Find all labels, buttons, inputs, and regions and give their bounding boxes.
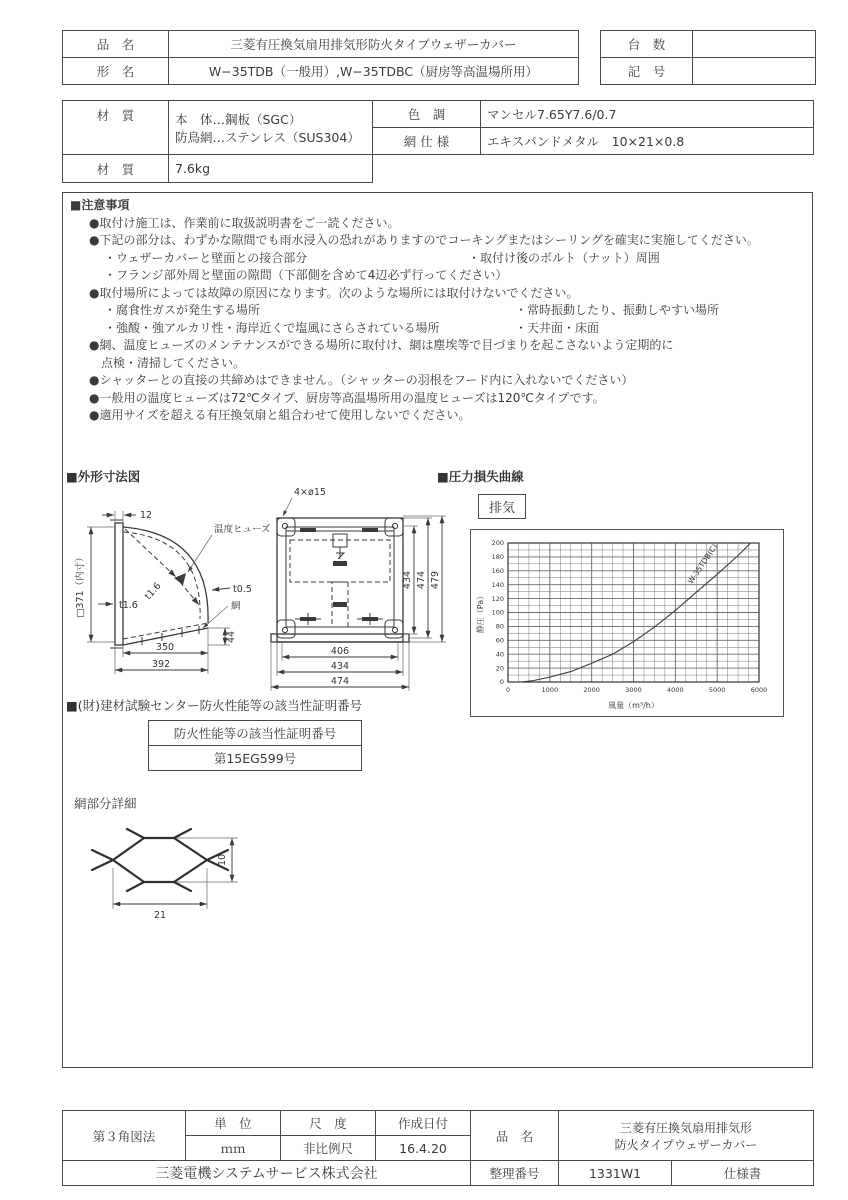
model-name-label: 形 名 [63, 58, 169, 85]
dim-width-392: 392 [151, 659, 171, 670]
note-line: ・腐食性ガスが発生する場所 ・常時振動したり、振動しやすい場所 [104, 303, 720, 317]
mesh-label: 網 [231, 601, 241, 612]
color-label: 色 調 [373, 101, 481, 128]
material-label: 材 質 [63, 101, 169, 155]
dim-width-406: 406 [330, 646, 350, 657]
svg-text:2000: 2000 [583, 686, 600, 694]
color-value: マンセル7.65Y7.6/0.7 [481, 101, 814, 128]
note-line: ●シャッターとの直接の共締めはできません。（シャッターの羽根をフード内に入れないでください） [89, 373, 634, 387]
dim-inner-width: □371（内寸） [75, 552, 86, 618]
note-line: ・強酸・強アルカリ性・海岸近くで塩風にさらされている場所 ・天井面・床面 [104, 320, 600, 335]
bolt-hole [392, 523, 397, 528]
notes-title: ■注意事項 [70, 198, 130, 212]
note-line: ・ウェザーカバーと壁面との接合部分 ・取付け後のボルト（ナット）周囲 [104, 250, 660, 265]
svg-text:40: 40 [495, 650, 504, 659]
date-label: 作成日付 [376, 1111, 471, 1136]
front-view-drawing [262, 483, 452, 703]
material-table [62, 100, 373, 183]
company-name: 三菱電機システムサービス株式会社 [63, 1161, 471, 1186]
projection-method: 第３角図法 [63, 1111, 186, 1161]
svg-text:180: 180 [491, 553, 504, 562]
mesh-spec-value: エキスパンドメタル 10×21×0.8 [481, 128, 814, 155]
svg-text:120: 120 [491, 594, 504, 603]
svg-text:静圧（Pa）: 静圧（Pa） [476, 591, 485, 634]
product-name-block [559, 1111, 814, 1161]
pressure-loss-title: ■圧力損失曲線 [437, 469, 524, 484]
flange-plate [115, 523, 123, 645]
product-name-label: 品 名 [63, 31, 169, 58]
mesh-dim-width: 21 [153, 910, 167, 921]
svg-text:200: 200 [491, 539, 504, 548]
name-label: 品 名 [471, 1111, 559, 1161]
dim-height-479: 479 [430, 570, 441, 590]
notes-list [66, 215, 810, 425]
fuse-label: 温度ヒューズ [214, 524, 271, 535]
note-line: ●取付場所によっては故障の原因になります。次のような場所には取付けないでください。 [89, 285, 579, 300]
certification-header: 防火性能等の該当性証明番号 [149, 721, 362, 746]
svg-text:80: 80 [495, 622, 504, 631]
svg-text:20: 20 [495, 664, 504, 673]
svg-text:風量（m³/h）: 風量（m³/h） [608, 701, 659, 710]
bolt-hole [282, 523, 287, 528]
note-line: ●一般用の温度ヒューズは72℃タイプ、厨房等高温場所用の温度ヒューズは120℃タイプです。 [89, 390, 605, 405]
dim-height-474: 474 [416, 570, 427, 590]
svg-text:W-35TDB(C): W-35TDB(C) [685, 542, 720, 586]
svg-text:160: 160 [491, 567, 504, 575]
mesh-detail-drawing [78, 812, 288, 927]
doc-type: 仕様書 [672, 1161, 814, 1186]
title-block-table [62, 1110, 814, 1186]
dim-width-350: 350 [155, 642, 175, 653]
svg-text:0: 0 [499, 678, 504, 687]
dim-width-474: 474 [330, 676, 350, 687]
scale-label: 尺 度 [281, 1111, 376, 1136]
product-name-line1: 三菱有圧換気扇用排気形 [619, 1120, 752, 1135]
scale-value: 非比例尺 [281, 1136, 376, 1161]
note-line: ・フランジ部外周と壁面の隙間（下部側を含めて4辺必ず行ってください） [104, 268, 508, 282]
unit-label: 単 位 [186, 1111, 281, 1136]
unit-count-label: 台 数 [601, 31, 693, 58]
certification-table [148, 720, 362, 771]
note-line: ●適用サイズを超える有圧換気扇と組合わせて使用しないでください。 [89, 408, 471, 422]
svg-text:5000: 5000 [708, 686, 726, 694]
product-name-line2: 防火タイプウェザーカバー [614, 1137, 758, 1152]
dim-thickness-flange: t1.6 [119, 600, 138, 611]
svg-text:60: 60 [495, 636, 504, 645]
pressure-loss-chart [471, 530, 782, 715]
mesh-detail-title: 網部分詳細 [74, 796, 137, 811]
exhaust-mode-badge: 排気 [478, 494, 526, 519]
svg-text:140: 140 [491, 580, 504, 589]
dim-flange-depth: 12 [140, 510, 153, 521]
pressure-loss-chart-frame [470, 529, 784, 717]
material-value [169, 101, 373, 155]
product-header-table [62, 30, 579, 85]
ref-number-label: 整理番号 [471, 1161, 559, 1186]
svg-text:3000: 3000 [625, 686, 642, 694]
mass-value: 7.6kg [169, 155, 373, 183]
symbol-value [693, 58, 816, 85]
unit-count-value [693, 31, 816, 58]
bolt-holes-label: 4×ø15 [294, 487, 326, 498]
count-table [600, 30, 816, 85]
symbol-label: 記 号 [601, 58, 693, 85]
mounting-plate [277, 518, 403, 642]
svg-text:0: 0 [505, 686, 511, 694]
date-value: 16.4.20 [376, 1136, 471, 1161]
bolt-hole [392, 627, 397, 632]
certification-title: ■(財)建材試験センター防火性能等の該当性証明番号 [66, 698, 363, 713]
notes-section [66, 197, 810, 425]
unit-value: ｍｍ [186, 1136, 281, 1161]
dim-height-434: 434 [402, 570, 413, 590]
color-mesh-table [372, 100, 814, 155]
svg-text:4000: 4000 [667, 686, 684, 694]
svg-text:6000: 6000 [750, 686, 768, 694]
note-line: 点検・清掃してください。 [101, 355, 246, 370]
model-name-value: W−35TDB（一般用）,W−35TDBC（厨房等高温場所用） [169, 58, 579, 85]
svg-text:1000: 1000 [541, 686, 559, 694]
ref-number-value: 1331W1 [559, 1161, 672, 1186]
material-body: 本 体…鋼板（SGC） [175, 111, 302, 127]
svg-text:100: 100 [491, 608, 504, 617]
mesh-spec-label: 網 仕 様 [373, 128, 481, 155]
note-line: ●網、温度ヒューズのメンテナンスができる場所に取付け、網は塵埃等で目づまりを起こさないよう定期的に [89, 338, 674, 352]
dimensions-title: ■外形寸法図 [66, 469, 141, 484]
dim-bottom-height: 44 [226, 630, 237, 644]
mass-label: 材 質 [63, 155, 169, 183]
mesh-dim-height: 10 [217, 853, 228, 867]
bolt-hole [282, 627, 287, 632]
note-line: ●下記の部分は、わずかな隙間でも雨水浸入の恐れがありますのでコーキングまたはシーリングを確実に実施してください。 [89, 233, 759, 247]
product-name-value: 三菱有圧換気扇用排気形防火タイプウェザーカバー [169, 31, 579, 58]
note-line: ●取付け施工は、作業前に取扱説明書をご一読ください。 [89, 215, 400, 230]
certification-number: 第15EG599号 [149, 746, 362, 771]
fuse-symbol [174, 573, 186, 585]
material-net: 防鳥網…ステンレス（SUS304） [175, 129, 360, 145]
dim-width-434: 434 [330, 661, 350, 672]
dim-thickness-hood: t0.5 [233, 584, 252, 595]
dim-thickness-diagonal: t1.6 [142, 580, 164, 603]
